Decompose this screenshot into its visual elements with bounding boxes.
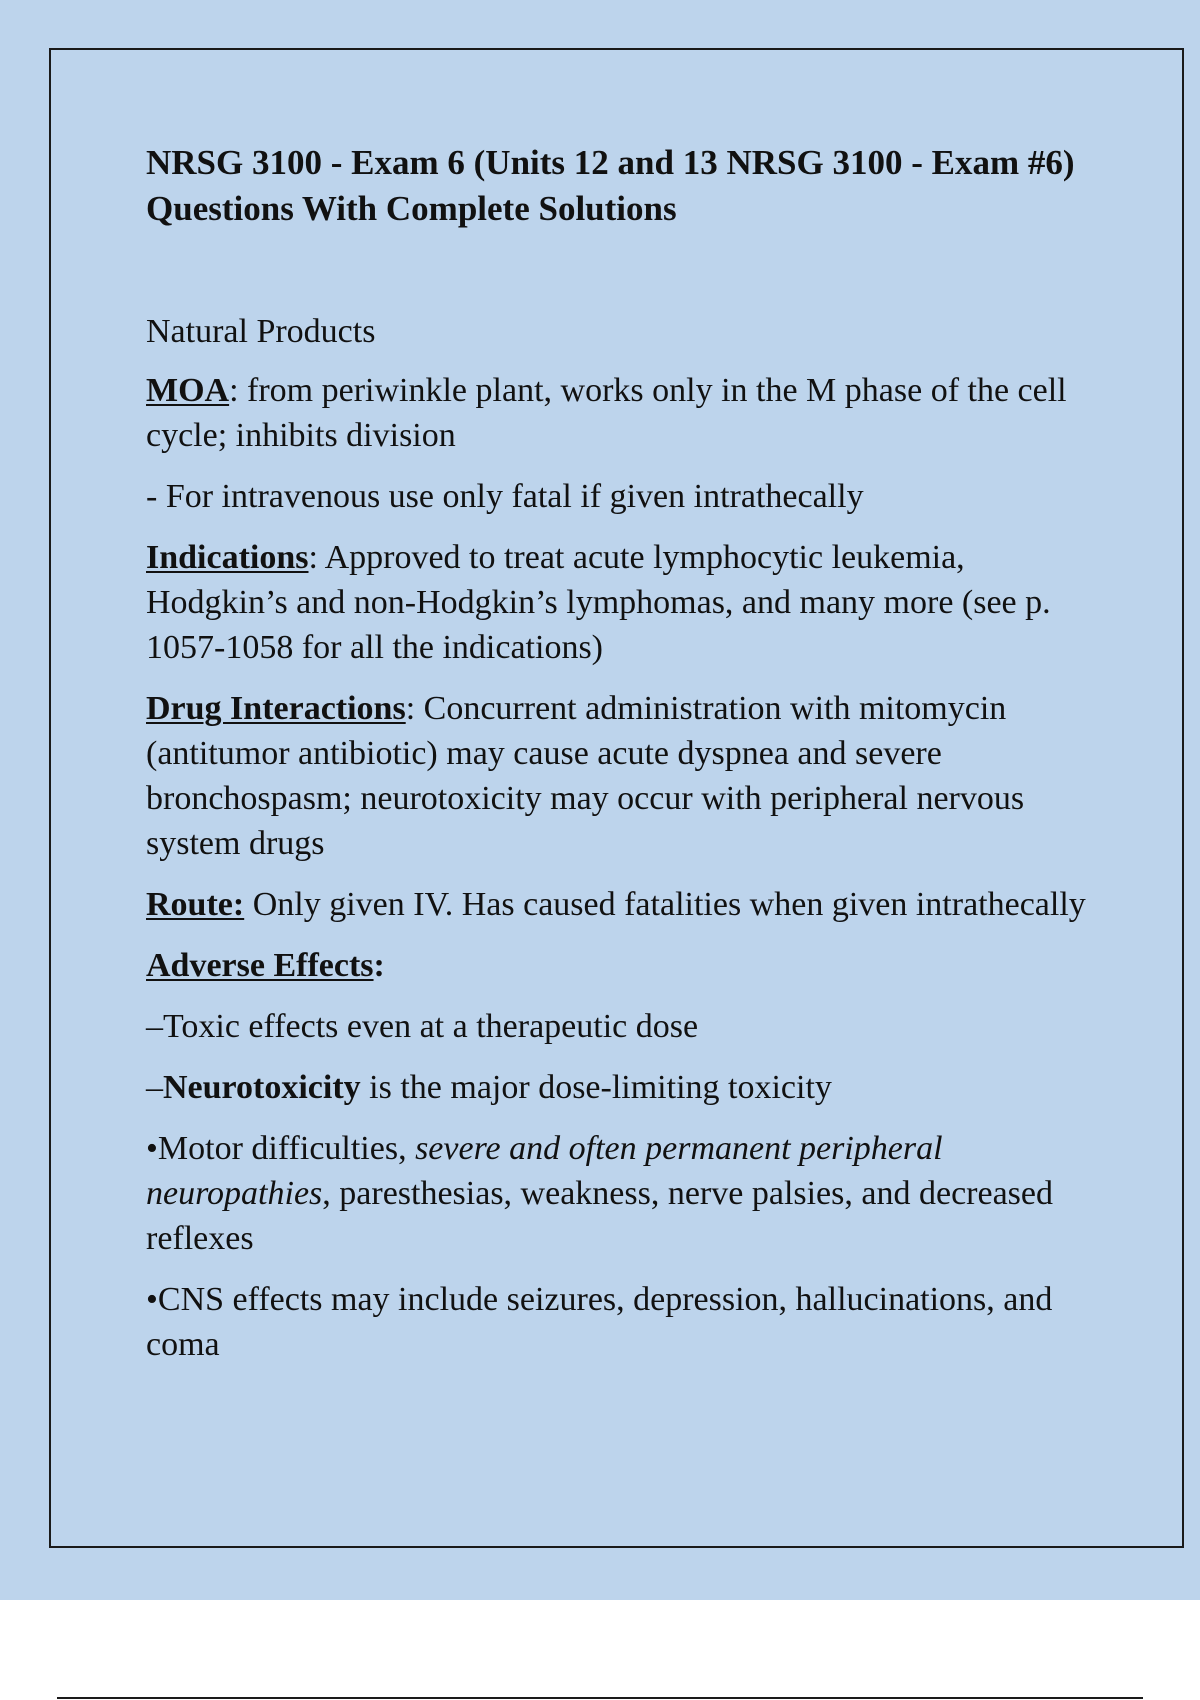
moa-paragraph bbox=[146, 368, 1091, 458]
iv-note: - For intravenous use only fatal if given intrathecally bbox=[146, 478, 864, 515]
neurotoxicity-item bbox=[146, 1065, 1091, 1110]
indications-term: Indications bbox=[146, 539, 309, 576]
drug-interactions-term: Drug Interactions bbox=[146, 690, 406, 727]
drug-interactions-text: : Concurrent administration with mitomycin (antitumor antibiotic) may cause acute dyspnea and severe bronchospasm; neurotoxicity may occur with peripheral nervous system drugs bbox=[146, 690, 1025, 862]
route-term: Route: bbox=[146, 886, 245, 923]
route-paragraph bbox=[146, 882, 1091, 927]
motor-prefix: •Motor difficulties, bbox=[146, 1130, 416, 1167]
indications-text: : Approved to treat acute lymphocytic leukemia, Hodgkin’s and non-Hodgkin’s lymphomas, and many more (see p. 1057-1058 for all the indications) bbox=[146, 539, 1051, 666]
neurotoxicity-term: Neurotoxicity bbox=[163, 1069, 361, 1106]
adverse-effects-colon: : bbox=[373, 947, 385, 984]
page-bottom-rule bbox=[57, 1697, 1143, 1699]
adverse-effects-term: Adverse Effects bbox=[146, 947, 374, 984]
route-text: Only given IV. Has caused fatalities when given intrathecally bbox=[244, 886, 1086, 923]
toxic-effects-item: –Toxic effects even at a therapeutic dose bbox=[146, 1008, 699, 1045]
neurotoxicity-text: is the major dose-limiting toxicity bbox=[360, 1069, 832, 1106]
section-label: Natural Products bbox=[146, 313, 376, 350]
motor-text: , paresthesias, weakness, nerve palsies, and decreased reflexes bbox=[146, 1175, 1053, 1257]
indications-paragraph bbox=[146, 535, 1091, 670]
moa-term: MOA bbox=[146, 372, 230, 409]
cns-item: •CNS effects may include seizures, depression, hallucinations, and coma bbox=[146, 1281, 1053, 1363]
neurotoxicity-dash: – bbox=[146, 1069, 163, 1106]
document-body bbox=[146, 140, 1091, 1383]
adverse-effects-heading bbox=[146, 943, 1091, 988]
moa-text: : from periwinkle plant, works only in the M phase of the cell cycle; inhibits division bbox=[146, 372, 1067, 454]
document-title: NRSG 3100 - Exam 6 (Units 12 and 13 NRSG 3100 - Exam #6) Questions With Complete Solutions bbox=[146, 143, 1075, 228]
drug-interactions-paragraph bbox=[146, 686, 1091, 866]
motor-italic: severe and often permanent peripheral neuropathies bbox=[146, 1130, 943, 1212]
motor-item bbox=[146, 1126, 1091, 1261]
